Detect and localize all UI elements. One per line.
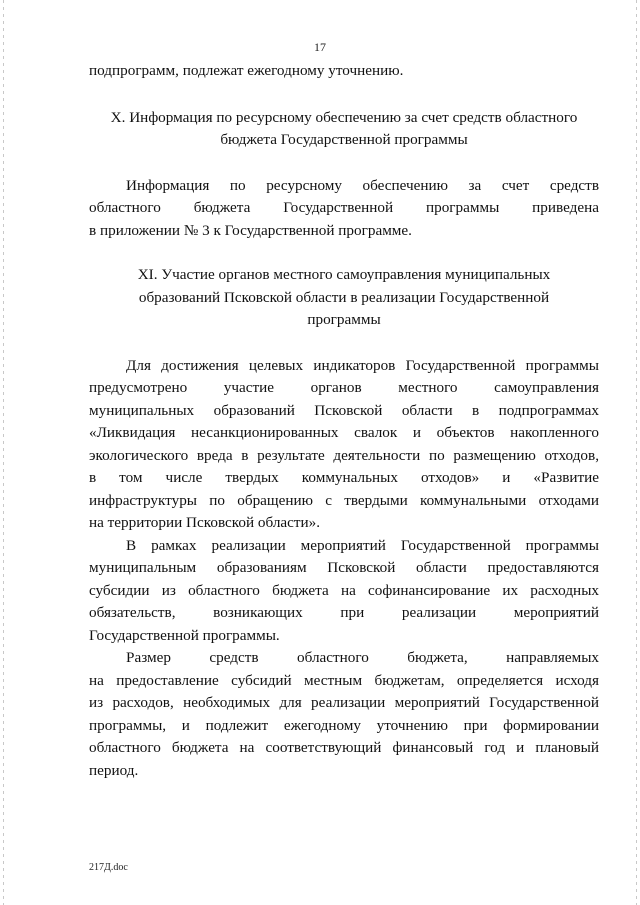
document-body	[89, 60, 599, 782]
section-x-heading	[89, 107, 599, 152]
scan-edge-left	[3, 0, 4, 905]
text-line: период.	[89, 761, 139, 779]
text-line: Информация по ресурсному обеспечению за счет средств	[126, 176, 599, 194]
text-line: из расходов, необходимых для реализации мероприятий Государственной	[89, 694, 599, 711]
text-line: в приложении № 3 к Государственной программе.	[89, 221, 412, 239]
text-line: субсидии из областного бюджета на софинансирование их расходных	[89, 581, 599, 599]
heading-line: программы	[307, 311, 381, 328]
text-line: Государственной программы.	[89, 626, 280, 644]
text-line: экологического вреда в результате деятельности по размещению отходов,	[89, 446, 599, 464]
text-line: обязательств, возникающих при реализации мероприятий	[89, 604, 599, 621]
text-line: В рамках реализации мероприятий Государственной программы	[126, 536, 599, 554]
text-line: Для достижения целевых индикаторов Государственной программы	[126, 356, 599, 374]
text-line: на территории Псковской области».	[89, 514, 321, 531]
page-number: 17	[314, 40, 326, 54]
text-line: «Ликвидация несанкционированных свалок и объектов накопленного	[89, 424, 599, 441]
text-line: муниципальным образованиям Псковской области предоставляются	[89, 559, 599, 576]
text-line: на предоставление субсидий местным бюджетам, определяется исходя	[89, 671, 599, 689]
subsidies-paragraph	[89, 535, 599, 648]
text-line: программы, и подлежит ежегодному уточнению при формировании	[89, 716, 599, 734]
continuation-paragraph: подпрограмм, подлежат ежегодному уточнению.	[89, 62, 404, 79]
municipal-participation-paragraph	[89, 355, 599, 535]
heading-line: XI. Участие органов местного самоуправления муниципальных	[137, 266, 551, 283]
text-line: предусмотрено участие органов местного самоуправления	[89, 379, 599, 396]
section-xi-heading	[89, 264, 599, 332]
funding-size-paragraph	[89, 647, 599, 782]
resource-info-paragraph	[89, 175, 599, 243]
heading-line: образований Псковской области в реализации Государственной	[138, 288, 550, 306]
text-line: муниципальных образований Псковской области в подпрограммах	[89, 401, 599, 419]
heading-line: бюджета Государственной программы	[220, 131, 468, 148]
text-line: в том числе твердых коммунальных отходов» и «Развитие	[89, 469, 599, 486]
text-line: инфраструктуры по обращению с твердыми коммунальными отходами	[89, 491, 599, 509]
file-name-footer: 217Д.doc	[89, 862, 128, 873]
scan-edge-right	[636, 0, 637, 905]
text-line: областного бюджета на соответствующий финансовый год и плановый	[89, 739, 599, 756]
text-line: Размер средств областного бюджета, направляемых	[126, 649, 599, 666]
heading-line: X. Информация по ресурсному обеспечению за счет средств областного	[110, 108, 578, 126]
text-line: областного бюджета Государственной программы приведена	[89, 199, 599, 216]
